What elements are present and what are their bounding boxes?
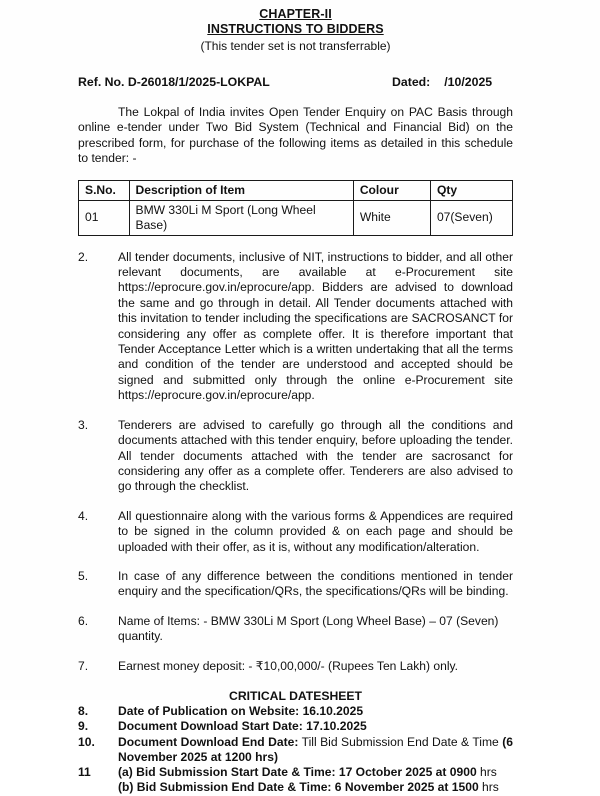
clause-text: Earnest money deposit: - ₹10,00,000/- (Rupees Ten Lakh) only.	[118, 658, 459, 673]
chapter-title-text: CHAPTER-II	[259, 7, 332, 21]
clause-7	[78, 659, 513, 674]
clause-number: 6.	[78, 613, 89, 628]
datesheet-value-bold: (6 November 2025 at 1200 hrs)	[118, 734, 513, 764]
column-header-qty: Qty	[430, 180, 512, 200]
clause-2	[78, 250, 513, 404]
dated-label: Dated:	[392, 75, 431, 89]
datesheet-number: 9.	[78, 719, 89, 734]
clause-6	[78, 614, 513, 645]
chapter-title	[78, 7, 513, 22]
datesheet-number: 8.	[78, 703, 89, 718]
datesheet-row-9	[78, 719, 513, 734]
clause-number: 7.	[78, 658, 89, 673]
datesheet-label: Document Download End Date:	[118, 734, 299, 749]
datesheet-label: (a) Bid Submission Start Date & Time: 17 October 2025 at 0900	[118, 765, 477, 780]
clause-number: 4.	[78, 508, 89, 523]
page-title-text: INSTRUCTIONS TO BIDDERS	[207, 22, 384, 36]
datesheet-label: (b) Bid Submission End Date & Time: 6 November 2025 at 1500	[118, 780, 479, 795]
reference-number: Ref. No. D-26018/1/2025-LOKPAL	[78, 75, 270, 89]
dated-value: /10/2025	[444, 75, 493, 89]
column-header-sno: S.No.	[79, 180, 130, 200]
datesheet-row-8	[78, 704, 513, 719]
cell-colour: White	[353, 200, 430, 235]
clause-number: 5.	[78, 568, 89, 583]
document-content	[78, 0, 513, 796]
clause-text: Tenderers are advised to carefully go through all the conditions and documents attached with this tender enquiry, before uploading the tender. All tender documents attached with the tender are sacrosanct for considering any offer as a complete offer. Tenderers are also advised to go through the checklist.	[118, 417, 513, 494]
datesheet-value: 16.10.2025	[299, 703, 364, 718]
document-subtitle: (This tender set is not transferrable)	[200, 39, 391, 53]
cell-desc: BMW 330Li M Sport (Long Wheel Base)	[129, 200, 353, 235]
column-header-colour: Colour	[353, 180, 430, 200]
datesheet-heading: CRITICAL DATESHEET	[229, 688, 362, 703]
datesheet-label: Date of Publication on Website:	[118, 703, 300, 718]
clause-text: All questionnaire along with the various forms & Appendices are required to be signed in the column provided & on each page and should be uploaded with their offer, as it is, without any modification/alteration.	[118, 508, 513, 554]
clause-number: 3.	[78, 417, 89, 432]
reference-row	[78, 75, 513, 90]
page-title	[78, 22, 513, 37]
datesheet-row-11b	[78, 780, 513, 795]
cell-sno: 01	[79, 200, 130, 235]
item-table	[78, 180, 513, 236]
datesheet-value: 17.10.2025	[302, 719, 367, 734]
datesheet-value-regular: hrs	[478, 780, 499, 795]
intro-paragraph: The Lokpal of India invites Open Tender Enquiry on PAC Basis through online e-tender under Two Bid System (Technical and Financial Bid) on the prescribed form, for purchase of the following items as detailed in this schedule to tender: -	[78, 105, 513, 166]
table-row	[79, 200, 513, 235]
datesheet-value-regular: hrs	[476, 765, 497, 780]
datesheet-number: 11	[78, 765, 91, 780]
datesheet-row-11a	[78, 765, 513, 780]
table-header-row	[79, 180, 513, 200]
clause-text: Name of Items: - BMW 330Li M Sport (Long Wheel Base) – 07 (Seven) quantity.	[118, 613, 499, 644]
datesheet-value-regular: Till Bid Submission End Date & Time	[298, 734, 503, 749]
clause-number: 2.	[78, 249, 89, 264]
clause-4	[78, 509, 513, 555]
datesheet-label: Document Download Start Date:	[118, 719, 303, 734]
column-header-desc: Description of Item	[129, 180, 353, 200]
datesheet-row-10	[78, 735, 513, 766]
clause-text: All tender documents, inclusive of NIT, instructions to bidder, and all other relevant documents, are available at e-Procurement site https://eprocure.gov.in/eprocure/app. Bidders are advised to download the same and go through in detail. All Tender documents attached with this invitation to tender including the specifications are SACROSANCT for considering any offer as complete offer. It is therefore important that Tender Acceptance Letter which is a written undertaking that all the terms and condition of the tender are understood and accepted should be signed and submitted only through the online e-Procurement site https://eprocure.gov.in/eprocure/app.	[118, 249, 513, 403]
datesheet-number: 10.	[78, 734, 95, 749]
clause-5	[78, 569, 513, 600]
clause-text: In case of any difference between the conditions mentioned in tender enquiry and the specification/QRs, the specifications/QRs will be binding.	[118, 568, 513, 599]
clause-3	[78, 418, 513, 495]
document-header	[78, 0, 513, 55]
cell-qty: 07(Seven)	[430, 200, 512, 235]
